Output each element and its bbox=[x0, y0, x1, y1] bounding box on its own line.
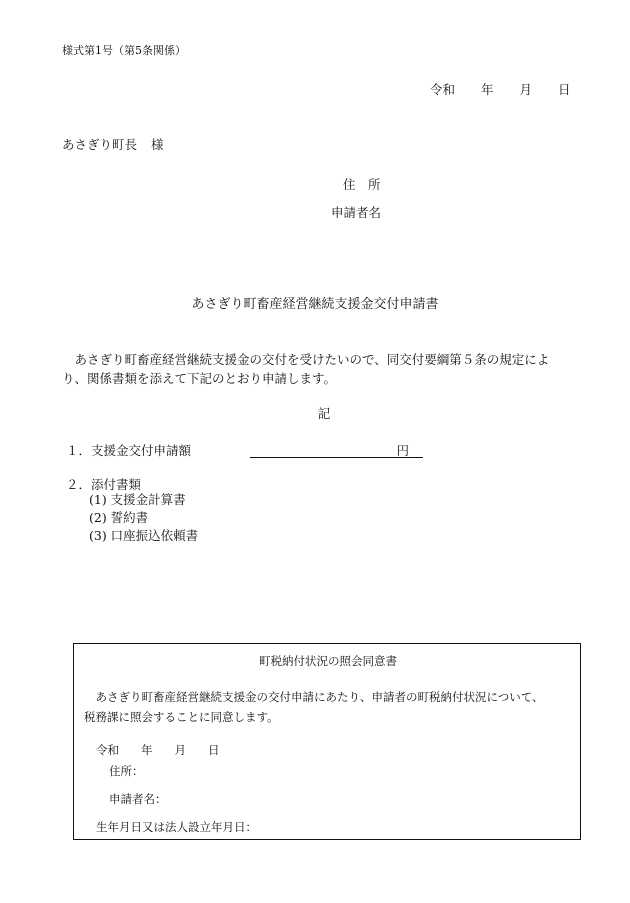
amount-unit: 円 bbox=[396, 443, 409, 458]
consent-date-year-unit: 年 bbox=[141, 743, 153, 757]
item-requested-amount-label: １．支援金交付申請額 bbox=[66, 443, 192, 458]
consent-birth-label: 生年月日又は法人設立年月日： bbox=[96, 820, 257, 834]
requested-amount-field[interactable] bbox=[250, 441, 423, 458]
consent-date-day-unit: 日 bbox=[208, 743, 220, 757]
document-title: あさぎり町畜産経営継続支援金交付申請書 bbox=[191, 297, 439, 312]
consent-date bbox=[96, 742, 220, 758]
date-month-unit: 月 bbox=[519, 82, 533, 97]
attachment-item: (1) 支援金計算書 bbox=[89, 492, 186, 507]
attachment-item: (2) 誓約書 bbox=[89, 510, 149, 525]
statement-line-1: あさぎり町畜産経営継続支援金の交付を受けたいので、同交付要綱第５条の規定によ bbox=[62, 352, 550, 367]
consent-address-label: 住所： bbox=[109, 764, 144, 778]
consent-date-era: 令和 bbox=[96, 743, 119, 757]
date-year-unit: 年 bbox=[481, 82, 494, 97]
consent-name-label: 申請者名： bbox=[109, 792, 167, 806]
tax-consent-box bbox=[73, 643, 581, 840]
applicant-address-label: 住 所 bbox=[343, 177, 381, 192]
form-number: 様式第1号（第5条関係） bbox=[62, 44, 186, 57]
consent-statement bbox=[84, 687, 544, 727]
applicant-name-label: 申請者名 bbox=[331, 205, 382, 220]
date-era: 令和 bbox=[430, 82, 456, 97]
consent-title: 町税納付状況の照会同意書 bbox=[259, 654, 397, 668]
consent-line-2: 税務課に照会することに同意します。 bbox=[84, 710, 279, 724]
statement-line-2: り、関係書類を添えて下記のとおり申請します。 bbox=[62, 371, 337, 386]
consent-date-month-unit: 月 bbox=[174, 743, 186, 757]
consent-line-1: あさぎり町畜産経営継続支援金の交付申請にあたり、申請者の町税納付状況について、 bbox=[84, 690, 544, 704]
honorific: 様 bbox=[151, 137, 164, 152]
attachment-list bbox=[89, 491, 198, 545]
ki-heading: 記 bbox=[317, 406, 331, 421]
application-statement bbox=[62, 350, 582, 388]
attachment-item: (3) 口座振込依頼書 bbox=[89, 528, 199, 543]
item-attachments-label: ２．添付書類 bbox=[66, 477, 142, 492]
recipient: あさぎり町長 bbox=[62, 137, 138, 152]
addressee bbox=[62, 135, 164, 153]
submission-date bbox=[430, 80, 571, 98]
date-day-unit: 日 bbox=[558, 82, 571, 97]
